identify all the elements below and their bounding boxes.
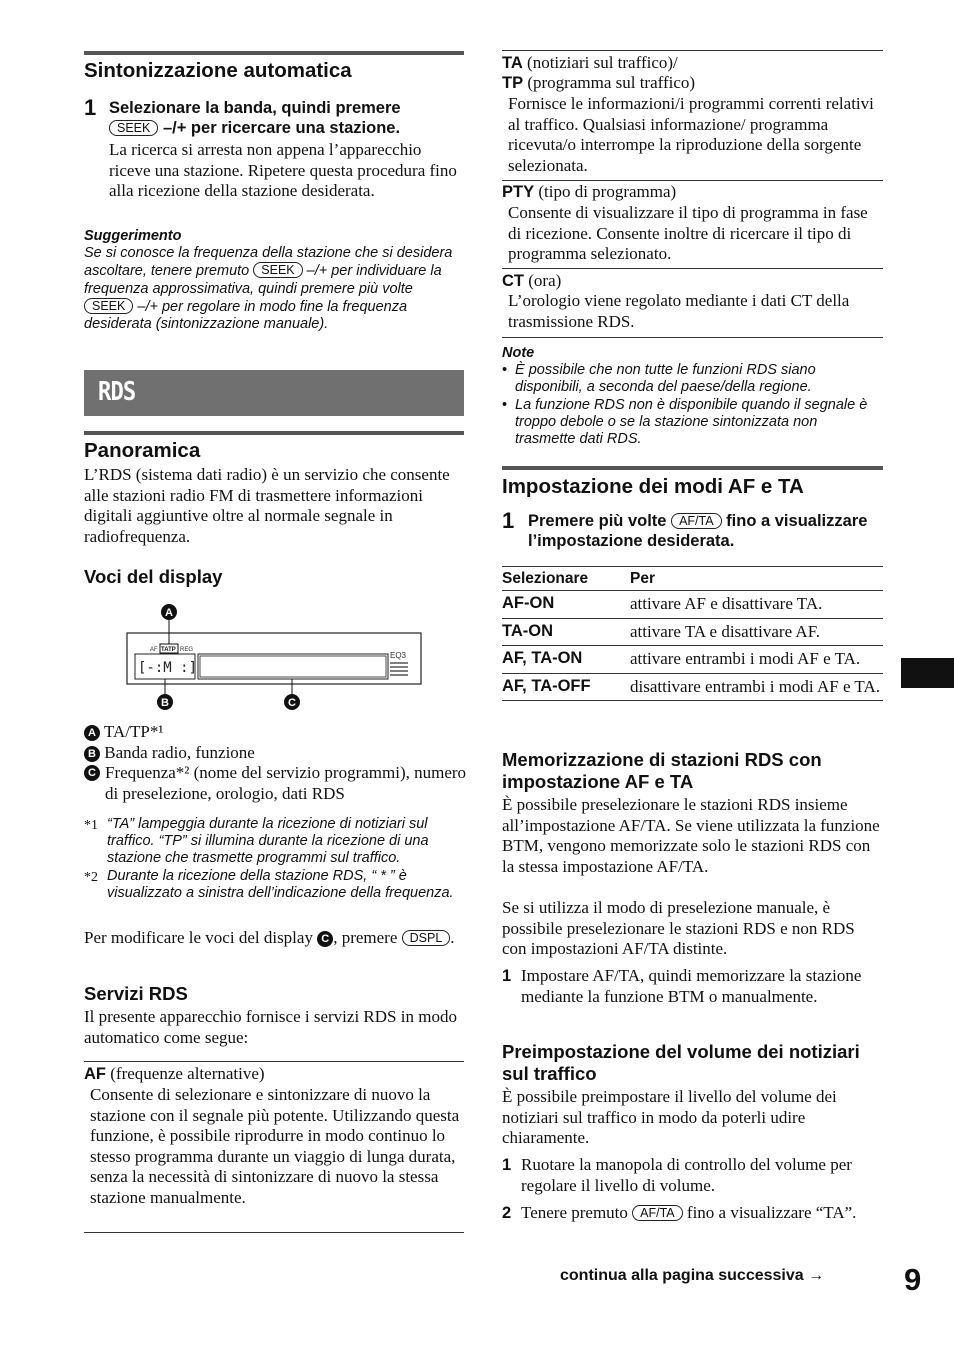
divider	[502, 50, 883, 51]
header-cell: Per	[630, 567, 883, 591]
tip-text-part: –/+ per individuare la frequenza approssimativa, quindi premere più volte	[84, 263, 442, 297]
step-text: fino a visualizzare “TA”.	[686, 1203, 857, 1222]
table-row	[502, 618, 883, 646]
term-paren: (frequenze alternative)	[110, 1064, 265, 1083]
term-label: TP	[502, 74, 524, 92]
note-text: È possibile che non tutte le funzioni RDS siano disponibili, a seconda del paese/della regione.	[515, 362, 816, 396]
footnote-mark: *1	[84, 818, 98, 833]
afta-title: Impostazione dei modi AF e TA	[502, 475, 804, 498]
step-number: 1	[502, 508, 515, 533]
legend-text: Frequenza*² (nome del servizio programmi), numero di preselezione, orologio, dati RDS	[105, 763, 467, 803]
legend-letter: A	[84, 725, 100, 741]
legend-item	[84, 743, 469, 764]
rds-banner-label: RDS	[98, 377, 136, 407]
bullet: •	[502, 362, 508, 379]
desc-cell: disattivare entrambi i modi AF e TA.	[630, 673, 883, 701]
table-header	[502, 567, 883, 591]
table-row	[502, 591, 883, 619]
note-text: .	[450, 928, 455, 947]
divider	[84, 1061, 464, 1062]
callout-c-label: C	[288, 697, 296, 709]
header-cell: Selezionare	[502, 567, 630, 591]
seek-key: SEEK	[84, 298, 133, 314]
seek-key: SEEK	[253, 262, 302, 278]
legend-letter: C	[317, 931, 333, 947]
term-paren: (notiziari sul traffico)/	[527, 53, 678, 72]
step-text: Impostare AF/TA, quindi memorizzare la stazione mediante la funzione BTM o manualmente.	[521, 966, 862, 1006]
memo-body-2: Se si utilizza il modo di preselezione manuale, è possibile preselezionare le stazioni RDS e non RDS con impostazioni AF/TA distinte.	[502, 898, 855, 958]
callout-b-label: B	[161, 697, 169, 709]
section-rule	[502, 466, 883, 470]
section-rule	[84, 51, 464, 55]
divider	[84, 1232, 464, 1233]
af-body: Consente di selezionare e sintonizzare di nuovo la stazione con il segnale più potente. Utilizzando questa funzione, è possibile riprodurre in modo continuo lo stesso programma durante un viaggio di lunga durata, senza la necessità di sintonizzare di nuovo la stessa stazione manualmente.	[90, 1085, 460, 1207]
segment-glyphs: [-:M :]	[138, 660, 198, 676]
continue-note	[560, 1267, 824, 1285]
mode-cell: TA-ON	[502, 618, 630, 646]
term-label: PTY	[502, 183, 535, 201]
tatp-body: Fornisce le informazioni/i programmi correnti relativi al traffico. Qualsiasi informazione/ programma ricevuta/o interrompe la riproduzione della sorgente selezionata.	[508, 94, 874, 175]
memo-step	[502, 966, 883, 1007]
term-paren: (tipo di programma)	[538, 182, 677, 201]
legend-text: TA/TP*¹	[103, 722, 164, 741]
tip-box	[84, 228, 454, 333]
step-text: Selezionare la banda, quindi premere	[109, 99, 401, 117]
tatp-indicator: TATP	[161, 647, 176, 653]
arrow-right-icon: →	[808, 1267, 825, 1284]
voci-title: Voci del display	[84, 566, 223, 587]
ct-body: L’orologio viene regolato mediante i dati CT della trasmissione RDS.	[508, 291, 850, 331]
section-tab-marker	[901, 658, 954, 688]
legend-letter: C	[84, 765, 100, 781]
reg-indicator: REG	[180, 647, 194, 653]
step-instruction	[109, 98, 469, 138]
bullet: •	[502, 396, 508, 413]
display-diagram	[120, 600, 430, 715]
step-text: Ruotare la manopola di controllo del volume per regolare il livello di volume.	[521, 1155, 852, 1195]
tip-text-part: –/+ per regolare in modo fine la frequenza desiderata (sintonizzazione manuale).	[84, 298, 408, 333]
af-indicator: AF	[150, 647, 158, 653]
seek-key: SEEK	[109, 120, 158, 136]
note-title: Note	[502, 345, 535, 361]
display-change-note	[84, 928, 464, 949]
panoramica-title: Panoramica	[84, 439, 201, 462]
step-number: 1	[84, 95, 97, 120]
term-paren: (ora)	[528, 271, 562, 290]
footnote-text: Durante la ricezione della stazione RDS, “ * ” è visualizzato a sinistra dell’indicazione della frequenza.	[107, 867, 454, 901]
step-body: La ricerca si arresta non appena l’apparecchio riceve una stazione. Ripetere questa procedura fino alla ricezione della stazione desiderata.	[109, 140, 457, 200]
page-number: 9	[904, 1262, 922, 1297]
mode-cell: AF-ON	[502, 591, 630, 619]
tip-text-part: Se si conosce la frequenza della stazione che si desidera ascoltare, tenere premuto	[84, 245, 453, 280]
tp-term	[502, 73, 883, 94]
divider	[502, 566, 883, 567]
term-label: TA	[502, 54, 523, 72]
divider	[502, 180, 883, 181]
step-text: Tenere premuto	[521, 1203, 628, 1222]
desc-cell: attivare entrambi i modi AF e TA.	[630, 646, 883, 674]
step-text: –/+ per ricercare una stazione.	[162, 119, 401, 137]
term-label: AF	[84, 1065, 106, 1083]
preimp-step	[502, 1155, 883, 1196]
memo-title: Memorizzazione di stazioni RDS con impostazione AF e TA	[502, 749, 822, 792]
step-number: 1	[502, 967, 512, 985]
note-item	[502, 397, 877, 449]
preimp-body: È possibile preimpostare il livello del volume dei notiziari sul traffico in modo da poterli udire chiaramente.	[502, 1087, 837, 1147]
desc-cell: attivare AF e disattivare TA.	[630, 591, 883, 619]
memo-body-1: È possibile preselezionare le stazioni RDS insieme all’impostazione AF/TA. Se viene utilizzata la funzione BTM, vengono memorizzate solo le stazioni RDS con la stessa impostazione AF/TA.	[502, 795, 880, 876]
afta-key: AF/TA	[671, 513, 722, 529]
note-text: , premere	[333, 928, 398, 947]
footnotes	[84, 816, 466, 902]
af-term	[84, 1064, 464, 1085]
term-paren: (programma sul traffico)	[527, 73, 696, 92]
display-outline	[127, 633, 421, 684]
note-text: La funzione RDS non è disponibile quando il segnale è troppo debole o se la stazione sintonizzata non trasmette dati RDS.	[515, 396, 868, 448]
legend-text: Banda radio, funzione	[104, 742, 255, 762]
table-row	[502, 646, 883, 674]
note-item	[502, 362, 877, 396]
legend-item	[84, 722, 469, 743]
panoramica-body: L’RDS (sistema dati radio) è un servizio che consente alle stazioni radio FM di trasmettere informazioni digitali aggiuntive oltre al normale segnale in radiofrequenza.	[84, 465, 450, 546]
note-box	[502, 345, 877, 448]
step-number: 1	[502, 1156, 512, 1174]
step-text: Premere più volte	[528, 512, 667, 530]
footnote-text: “TA” lampeggia durante la ricezione di notiziari sul traffico. “TP” si illumina durante la ricezione di una stazione che trasmette programmi sul traffico.	[107, 816, 429, 867]
servizi-body: Il presente apparecchio fornisce i servizi RDS in modo automatico come segue:	[84, 1007, 457, 1047]
divider	[502, 337, 883, 338]
tip-text	[84, 245, 454, 333]
footnote-mark: *2	[84, 869, 98, 885]
display-legend	[84, 722, 469, 804]
preimp-step	[502, 1203, 883, 1224]
dspl-key: DSPL	[402, 930, 451, 946]
section-rule	[84, 431, 464, 435]
mode-cell: AF, TA-ON	[502, 646, 630, 674]
afta-key: AF/TA	[632, 1205, 683, 1221]
preimp-title: Preimpostazione del volume dei notiziari sul traffico	[502, 1041, 860, 1084]
footnote	[84, 816, 466, 868]
note-text: Per modificare le voci del display	[84, 928, 313, 947]
afta-table	[502, 566, 883, 701]
continue-text: continua alla pagina successiva	[560, 1267, 804, 1284]
servizi-title: Servizi RDS	[84, 983, 188, 1004]
divider	[502, 268, 883, 269]
desc-cell: attivare TA e disattivare AF.	[630, 618, 883, 646]
rds-banner	[84, 370, 464, 416]
tip-title: Suggerimento	[84, 228, 182, 244]
step-number: 2	[502, 1204, 512, 1222]
step-instruction	[528, 511, 888, 551]
pty-body: Consente di visualizzare il tipo di programma in fase di ricezione. Consente inoltre di ricercare il tipo di programma selezionato.	[508, 203, 868, 263]
mode-cell: AF, TA-OFF	[502, 673, 630, 701]
term-label: CT	[502, 272, 524, 290]
ta-term	[502, 53, 883, 74]
pty-term	[502, 182, 883, 203]
legend-item	[84, 763, 469, 804]
legend-letter: B	[84, 746, 100, 762]
table-row	[502, 673, 883, 701]
section-title: Sintonizzazione automatica	[84, 59, 352, 82]
selection-table	[502, 567, 883, 701]
ct-term	[502, 271, 883, 292]
eq-indicator: EQ3	[390, 651, 407, 660]
callout-a-label: A	[165, 607, 173, 619]
footnote	[84, 868, 466, 902]
step-text: fino a visualizzare l’impostazione desiderata.	[528, 512, 868, 550]
